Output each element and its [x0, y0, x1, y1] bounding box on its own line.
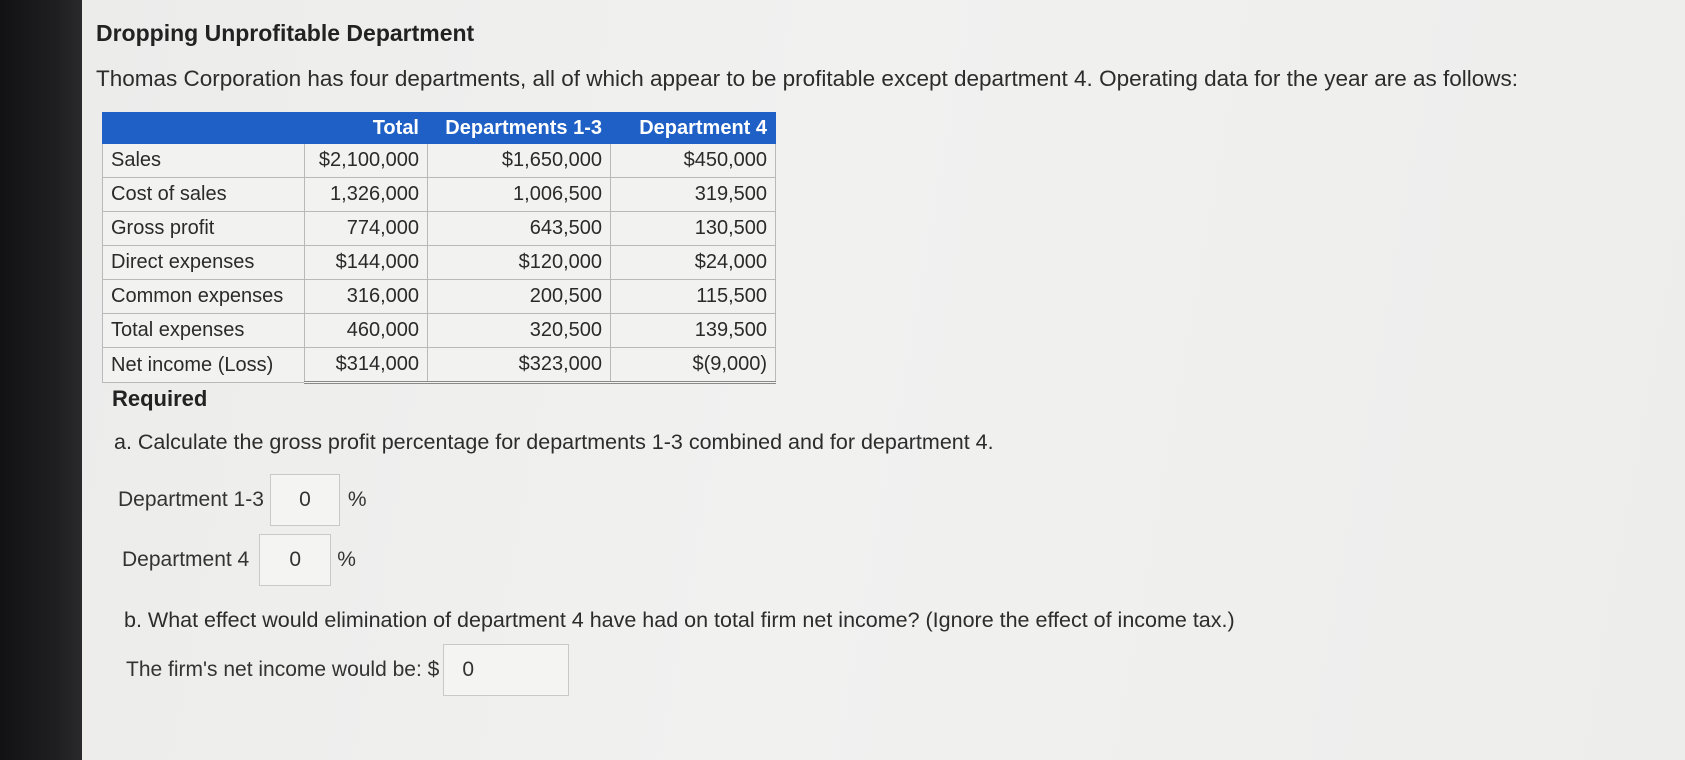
row-label: Sales	[103, 144, 305, 178]
question-b: b. What effect would elimination of department 4 have had on total firm net income? (Ignore the effect of income tax.)	[124, 608, 1235, 632]
row-label: Common expenses	[103, 280, 305, 314]
percent-unit: %	[347, 488, 367, 511]
cell-departments-1-3: 643,500	[428, 212, 611, 246]
table-row	[103, 246, 776, 280]
row-label: Total expenses	[103, 314, 305, 348]
cell-department-4: 139,500	[611, 314, 776, 348]
operating-data-table	[102, 112, 776, 384]
cell-department-4: 319,500	[611, 178, 776, 212]
cell-department-4: $(9,000)	[611, 348, 776, 383]
department-4-input[interactable]: 0	[259, 534, 331, 586]
question-a: a. Calculate the gross profit percentage for departments 1-3 combined and for department 4.	[114, 430, 994, 454]
department-1-3-input[interactable]: 0	[270, 474, 340, 526]
cell-departments-1-3: 200,500	[428, 280, 611, 314]
required-heading: Required	[112, 386, 208, 411]
page-title: Dropping Unprofitable Department	[96, 20, 475, 46]
table-row	[103, 178, 776, 212]
problem-intro: Thomas Corporation has four departments, all of which appear to be profitable except department 4. Operating data for the year are as follows:	[96, 66, 1519, 91]
header-department-4: Department 4	[611, 113, 776, 144]
cell-total: 1,326,000	[305, 178, 428, 212]
cell-total: 460,000	[305, 314, 428, 348]
table-row	[103, 144, 776, 178]
table-row	[103, 212, 776, 246]
department-4-label: Department 4	[122, 548, 250, 571]
percent-unit: %	[337, 548, 356, 571]
firm-net-income-answer-row	[126, 644, 569, 696]
row-label: Cost of sales	[103, 178, 305, 212]
firm-net-income-input[interactable]: 0	[443, 644, 569, 696]
monitor-bezel	[0, 0, 82, 760]
table-row	[103, 314, 776, 348]
problem-page	[82, 0, 1685, 760]
cell-departments-1-3: $1,650,000	[428, 144, 611, 178]
cell-total: 774,000	[305, 212, 428, 246]
header-total: Total	[305, 113, 428, 144]
cell-department-4: 115,500	[611, 280, 776, 314]
row-label: Direct expenses	[103, 246, 305, 280]
table-row	[103, 348, 776, 383]
cell-departments-1-3: 1,006,500	[428, 178, 611, 212]
firm-net-income-label: The firm's net income would be: $	[126, 658, 440, 681]
cell-total: 316,000	[305, 280, 428, 314]
department-4-answer-row	[122, 534, 356, 586]
cell-department-4: 130,500	[611, 212, 776, 246]
header-blank	[103, 113, 305, 144]
cell-departments-1-3: $323,000	[428, 348, 611, 383]
table-row	[103, 280, 776, 314]
cell-departments-1-3: $120,000	[428, 246, 611, 280]
header-departments-1-3: Departments 1-3	[428, 113, 611, 144]
department-1-3-label: Department 1-3	[118, 488, 264, 511]
table-header-row	[103, 113, 776, 144]
cell-department-4: $24,000	[611, 246, 776, 280]
row-label: Gross profit	[103, 212, 305, 246]
cell-total: $314,000	[305, 348, 428, 383]
row-label: Net income (Loss)	[103, 348, 305, 383]
department-1-3-answer-row	[118, 474, 367, 526]
cell-departments-1-3: 320,500	[428, 314, 611, 348]
cell-department-4: $450,000	[611, 144, 776, 178]
cell-total: $2,100,000	[305, 144, 428, 178]
cell-total: $144,000	[305, 246, 428, 280]
